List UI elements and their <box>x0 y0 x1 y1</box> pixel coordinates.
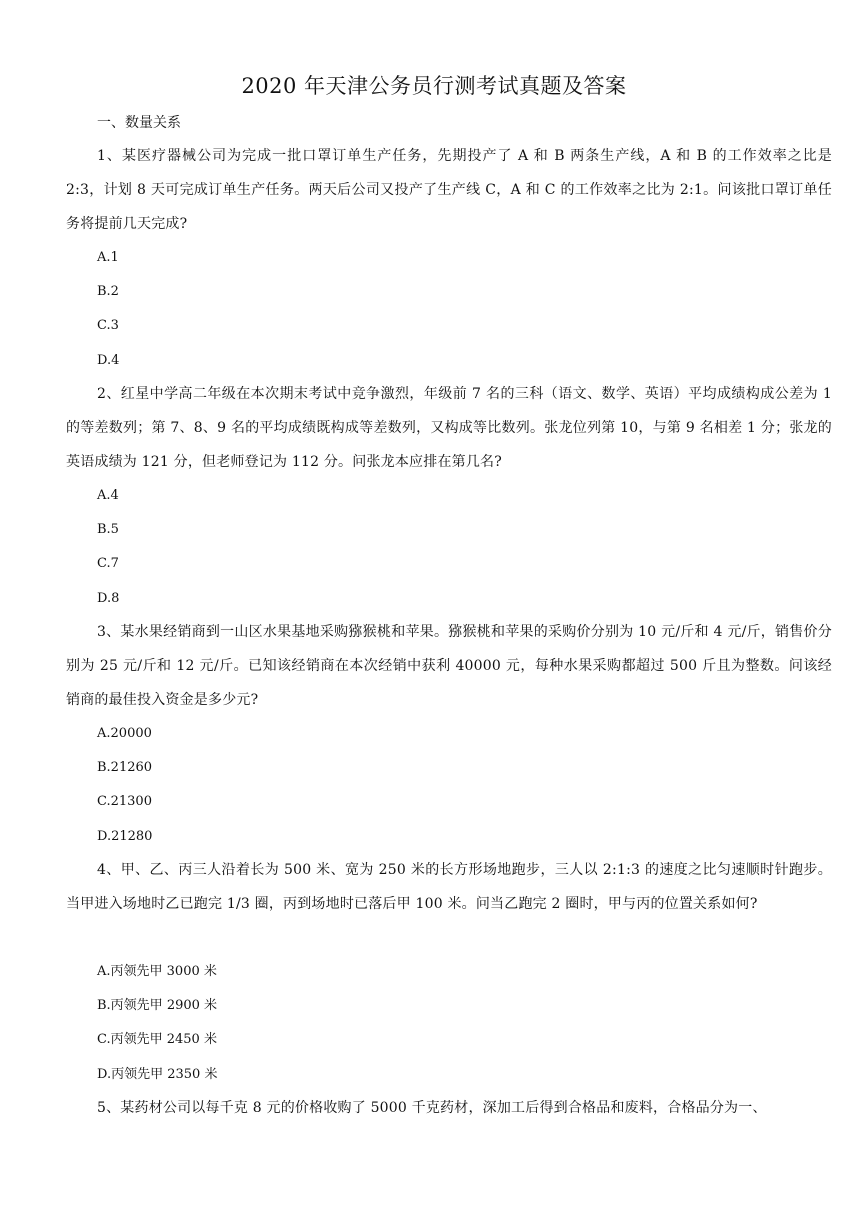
question-2-option-d: D.8 <box>97 591 120 606</box>
section-heading: 一、数量关系 <box>97 115 181 131</box>
question-1-option-a: A.1 <box>97 250 119 265</box>
question-3-option-b: B.21260 <box>97 760 153 775</box>
question-2-option-c: C.7 <box>97 556 119 571</box>
question-3-option-d: D.21280 <box>97 829 153 844</box>
question-2-option-a: A.4 <box>97 488 119 503</box>
question-1-text: 1、某医疗器械公司为完成一批口罩订单生产任务，先期投产了 A 和 B 两条生产线，A 和 B 的工作效率之比是 2:3，计划 8 天可完成订单生产任务。两天后公司又投产了生产线 C，A 和 C 的工作效率之比为 2:1。问该批口罩订单任务将提前几天完成? <box>66 148 832 232</box>
question-3-option-c: C.21300 <box>97 794 152 809</box>
question-4-option-a: A.丙领先甲 3000 米 <box>97 964 217 979</box>
question-2-text: 2、红星中学高二年级在本次期末考试中竞争激烈，年级前 7 名的三科（语文、数学、英语）平均成绩构成公差为 1 的等差数列；第 7、8、9 名的平均成绩既构成等差数列，又构成等比数列。张龙位列第 10，与第 9 名相差 1 分；张龙的英语成绩为 121 分，但老师登记为 112 分。问张龙本应排在第几名? <box>66 386 832 470</box>
question-3-text: 3、某水果经销商到一山区水果基地采购猕猴桃和苹果。猕猴桃和苹果的采购价分别为 10 元/斤和 4 元/斤，销售价分别为 25 元/斤和 12 元/斤。已知该经销商在本次经销中获利 40000 元，每种水果采购都超过 500 斤且为整数。问该经销商的最佳投入资金是多少元? <box>66 624 832 708</box>
question-4-option-b: B.丙领先甲 2900 米 <box>97 998 218 1013</box>
question-1-option-c: C.3 <box>97 318 119 333</box>
question-2-option-b: B.5 <box>97 522 119 537</box>
question-4-option-d: D.丙领先甲 2350 米 <box>97 1067 218 1082</box>
question-4-option-c: C.丙领先甲 2450 米 <box>97 1032 217 1047</box>
question-3-option-a: A.20000 <box>97 726 152 741</box>
page-title: 2020 年天津公务员行测考试真题及答案 <box>241 74 627 98</box>
question-5-text: 5、某药材公司以每千克 8 元的价格收购了 5000 千克药材，深加工后得到合格品和废料，合格品分为一、 <box>97 1100 767 1116</box>
question-1-option-b: B.2 <box>97 284 119 299</box>
question-1-option-d: D.4 <box>97 353 120 368</box>
question-4-text: 4、甲、乙、丙三人沿着长为 500 米、宽为 250 米的长方形场地跑步，三人以 2:1:3 的速度之比匀速顺时针跑步。当甲进入场地时乙已跑完 1/3 圈，丙到场地时已落后甲 100 米。问当乙跑完 2 圈时，甲与丙的位置关系如何? <box>66 862 832 912</box>
